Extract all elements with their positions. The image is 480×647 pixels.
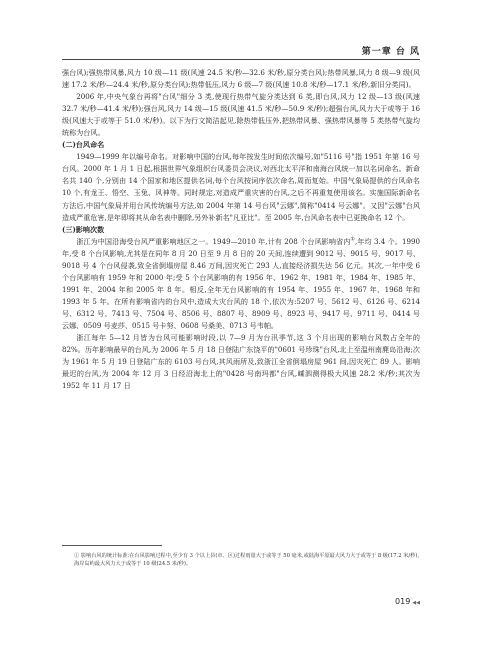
section-title-frequency: (三)影响次数 — [62, 224, 105, 234]
paragraph-typhoon-classes: 强台风);强热带风暴,风力 10 级—11 级(风速 24.5 米/秒—32.6 米/秒,原分类台风);热带风暴,风力 8 级—9 级(风速 17.2 米/秒—24.4 米/秒,原分类台风);热带低压,风力 6 级—7 级(风速 10.8 米/秒—17.1 米/秒,新旧分类同)。 — [62, 68, 420, 90]
section-title-naming: (二)台风命名 — [62, 140, 105, 150]
header-rule — [62, 59, 420, 60]
folio-arrow-icon: ◀◀ — [412, 600, 420, 606]
footnote-reference[interactable]: ① — [350, 236, 355, 243]
paragraph-seasonality: 浙江每年 5—12 月皆为台风可能影响时段,以 7—9 月为台汛季节,这 3 个月出现的影响台风数占全年的 82%。历年影响最早的台风,为 2006 年 5 月 18 日登陆广东饶平的"0601 号珍珠"台风,北上至温州南麂岛沿海;次为 1961 年 5 月 19 日登陆广东的 6103 号台风,其风雨所及,致浙江全省倒塌房屋 961 间,因灾死亡 89 人。影响最迟的台风,为 2004 年 12 月 3 日经沿海北上的"0428 号南玛都"台风,嵊泗测得极大风速 28.2 米/秒;其次为 1952 年 11 月 17 日 — [62, 333, 420, 391]
page-number-value: 019 — [395, 597, 411, 606]
paragraph-frequency — [62, 236, 420, 332]
footnote — [74, 552, 420, 568]
page-number — [395, 597, 420, 606]
paragraph-frequency-rest: ,年均 3.4 个。1990 年,受 8 个台风影响,尤其是在同年 8 月 20 日至 9 月 8 日的 20 天间,连续遭到 9012 号、9015 号、9017 号、9018 号 4 个台风侵袭,致全省倒塌房屋 8.46 万间,因灾死亡 293 人,直接经济损失达 56 亿元。其次,一年中受 6 个台风影响有 1959 年和 2000 年;受 5 个台风影响的有 1956 年、1962 年、1981 年、1984 年、1985 年、1991 年、2004 年和 2005 年 8 年。相反,全年无台风影响的有 1954 年、1955 年、1967 年、1968 年和 1993 年 5 年。在所有影响省内的台风中,造成大灾台风的 18 个,依次为:5207 号、5612 号、6126 号、6214 号、6312 号、7413 号、7504 号、8506 号、8807 号、8909 号、8923 号、9417 号、9711 号、0414 号云娜、0509 号麦莎、0515 号卡努、0608 号桑美、0713 号韦帕。 — [62, 236, 421, 330]
paragraph-frequency-start: 浙江为中国沿海受台风严重影响地区之一。1949—2010 年,计有 208 个台风影响省内 — [76, 236, 351, 246]
footnote-marker: ① — [74, 553, 80, 559]
paragraph-2006-reclassification: 2006 年,中央气象台再将"台风"细分 3 类,使现行热带气旋分类达到 6 类,即台风,风力 12 级—13 级(风速 32.7 米/秒—41.4 米/秒);强台风,风力 14 级—15 级(风速 41.5 米/秒—50.9 米/秒);超强台风,风力大于或等于 16 级(风速大于或等于 51.0 米/秒)。以下为行文简洁起见,除热带低压外,把热带风暴、强热带风暴等 5 类热带气旋均统称为台风。 — [62, 92, 420, 138]
footnote-text: 影响台风的统计标准:在台风影响过程中,至少有 3 个以上县(市、区)过程雨量大于或等于 50 毫米,或陆海平原最大风力大于或等于 8 级(17.2 米/秒),海岸岛屿最大风力大于或等于 10 级(24.5 米/秒)。 — [74, 553, 420, 567]
chapter-header: 第一章 台 风 — [361, 47, 420, 57]
footnote-rule — [62, 545, 162, 546]
paragraph-naming: 1949—1999 年以编号命名。对影响中国的台风,每年按发生时间依次编号,如"5116 号"指 1951 年第 16 号台风。2000 年 1 月 1 日起,根据世界气象组织台风委员会决议,对西北太平洋和南海台风统一加以名词命名。新命名共 140 个,分别由 14 个国家和地区提供名词,每个台风按词序依次命名,周而复始。中国气象局提供的台风命名 10 个,有龙王、悟空、玉兔、风神等。同时规定,对造成严重灾害的台风,之后不再重复使用该名。实施国际新命名方法后,中国气象局并用台风传统编号方法,如 2004 年第 14 号台风"云娜",简称"0414 号云娜"。又因"云娜"台风造成严重危害,是年即将其从命名表中删除,另外补新名"凡亚比"。至 2005 年,台风命名表中已更换命名 12 个。 — [62, 152, 420, 222]
body-text — [62, 67, 420, 392]
